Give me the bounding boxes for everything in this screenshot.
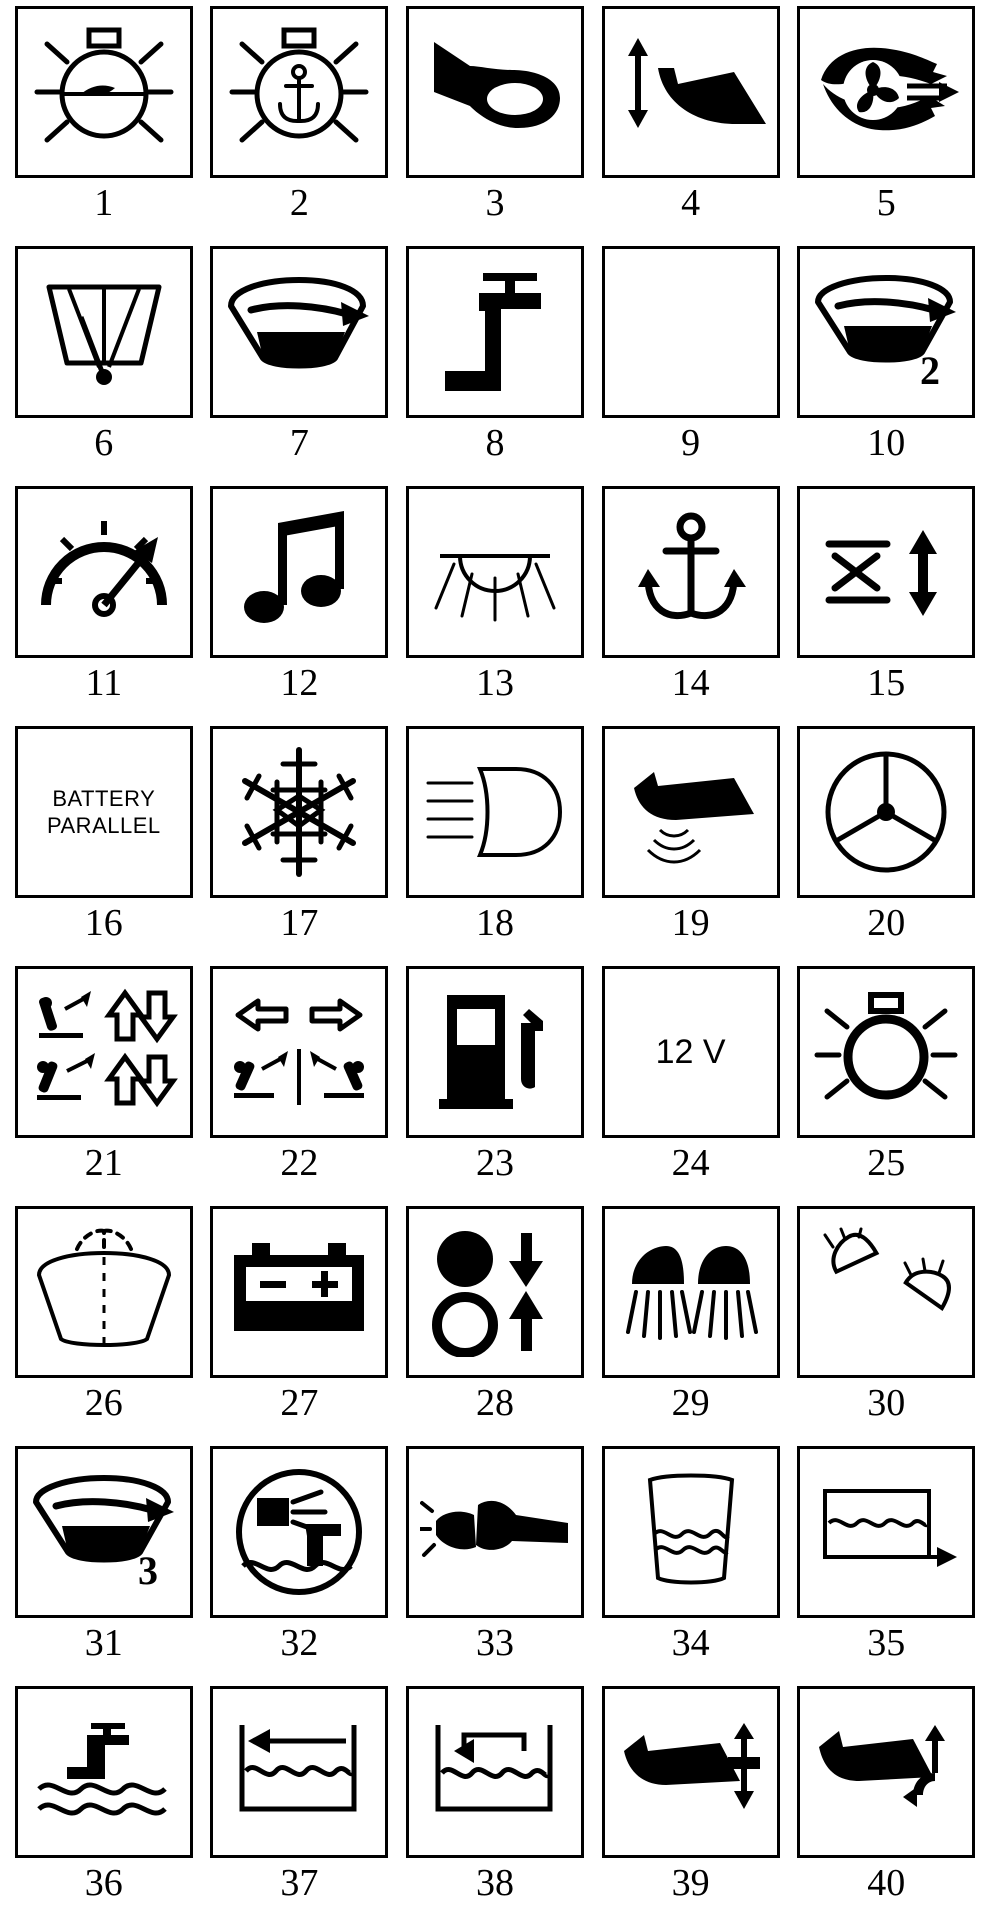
symbol-number: 39 [671, 1862, 710, 1904]
wiper-speed-label: 2 [920, 348, 941, 392]
symbol-cell [401, 486, 589, 726]
symbol-number: 7 [289, 422, 309, 464]
raw-water-washdown-icon [15, 1686, 193, 1858]
symbol-cell [401, 726, 589, 966]
spotlight-hand-icon [406, 1446, 584, 1618]
symbol-number: 38 [475, 1862, 514, 1904]
speedometer-icon [15, 486, 193, 658]
symbol-number: 3 [485, 182, 505, 224]
symbol-cell [10, 1446, 198, 1686]
steering-wheel-icon [797, 726, 975, 898]
symbol-cell [206, 726, 394, 966]
trim-tabs-left-right-icon [210, 966, 388, 1138]
symbol-cell [10, 6, 198, 246]
symbol-number: 23 [475, 1142, 514, 1184]
symbol-number: 19 [671, 902, 710, 944]
symbol-number: 37 [280, 1862, 319, 1904]
symbol-number: 32 [280, 1622, 319, 1664]
symbol-number: 20 [867, 902, 906, 944]
trim-tabs-up-down-icon [15, 966, 193, 1138]
symbol-number: 8 [485, 422, 505, 464]
symbol-number: 9 [681, 422, 701, 464]
livewell-icon [602, 1446, 780, 1618]
symbol-cell [10, 966, 198, 1206]
headlight-icon [406, 726, 584, 898]
symbol-cell [206, 1206, 394, 1446]
gauge-sector-icon [15, 246, 193, 418]
symbol-number: 17 [280, 902, 319, 944]
symbol-cell [10, 1206, 198, 1446]
depth-sounder-boat-icon [602, 726, 780, 898]
washdown-pump-icon [210, 1446, 388, 1618]
symbol-cell [401, 6, 589, 246]
symbol-number: 22 [280, 1142, 319, 1184]
symbol-number: 11 [85, 662, 123, 704]
symbol-cell [401, 1686, 589, 1926]
symbol-cell [792, 486, 980, 726]
symbol-cell [597, 966, 785, 1206]
symbol-number: 12 [280, 662, 319, 704]
symbol-number: 1 [94, 182, 114, 224]
symbol-number: 5 [876, 182, 896, 224]
symbol-cell [401, 1446, 589, 1686]
windlass-up-down-icon [797, 486, 975, 658]
symbol-cell [792, 6, 980, 246]
symbol-number: 16 [84, 902, 123, 944]
symbol-cell [206, 246, 394, 486]
symbol-cell [10, 726, 198, 966]
symbol-cell [401, 1206, 589, 1446]
bilge-pump-out-icon [797, 1446, 975, 1618]
windshield-washer-icon [15, 1206, 193, 1378]
fuel-pump-icon [406, 966, 584, 1138]
symbol-cell [597, 1206, 785, 1446]
compass-light-icon [15, 6, 193, 178]
symbol-cell [597, 6, 785, 246]
symbol-number: 21 [84, 1142, 123, 1184]
symbol-number: 33 [475, 1622, 514, 1664]
symbol-cell [792, 246, 980, 486]
symbol-cell [10, 1686, 198, 1926]
symbol-number: 27 [280, 1382, 319, 1424]
symbol-cell [792, 1686, 980, 1926]
symbol-number: 6 [94, 422, 114, 464]
symbol-number: 10 [867, 422, 906, 464]
symbol-number: 36 [84, 1862, 123, 1904]
battery-parallel-text-icon [15, 726, 193, 898]
battery-icon [210, 1206, 388, 1378]
symbol-cell [206, 6, 394, 246]
symbol-cell [792, 1446, 980, 1686]
livewell-fill-icon [210, 1686, 388, 1858]
blank-icon [602, 246, 780, 418]
boat-jack-plate-icon [602, 1686, 780, 1858]
symbol-cell [792, 966, 980, 1206]
symbol-cell [206, 966, 394, 1206]
symbol-cell [792, 726, 980, 966]
symbol-cell [10, 486, 198, 726]
docking-lights-icon [602, 1206, 780, 1378]
faucet-water-icon [406, 246, 584, 418]
courtesy-light-icon [797, 966, 975, 1138]
boat-trim-up-down-icon [602, 6, 780, 178]
symbol-number: 18 [475, 902, 514, 944]
blower-fan-icon [797, 6, 975, 178]
boat-trim-tilt-icon [797, 1686, 975, 1858]
symbol-number: 40 [867, 1862, 906, 1904]
anchor-light-icon [210, 6, 388, 178]
symbol-number: 4 [681, 182, 701, 224]
symbol-number: 14 [671, 662, 710, 704]
windshield-wiper-3-icon [15, 1446, 193, 1618]
symbol-number: 29 [671, 1382, 710, 1424]
symbol-cell [597, 1446, 785, 1686]
livewell-recirculate-icon [406, 1686, 584, 1858]
symbol-number: 13 [475, 662, 514, 704]
float-switch-up-down-icon [406, 1206, 584, 1378]
voltage-label: 12 V [655, 1032, 726, 1071]
wiper-speed-label: 3 [137, 1548, 158, 1592]
symbol-number: 28 [475, 1382, 514, 1424]
snowflake-icon [210, 726, 388, 898]
symbol-cell [206, 1446, 394, 1686]
twelve-volt-text-icon [602, 966, 780, 1138]
symbol-cell [206, 1686, 394, 1926]
symbol-number: 15 [867, 662, 906, 704]
symbol-number: 31 [84, 1622, 123, 1664]
symbol-cell [597, 486, 785, 726]
windshield-wiper-2-icon [797, 246, 975, 418]
horn-icon [406, 6, 584, 178]
symbol-number: 34 [671, 1622, 710, 1664]
battery-parallel-label: BATTERY PARALLEL [46, 785, 161, 838]
dome-light-icon [406, 486, 584, 658]
symbol-cell [792, 1206, 980, 1446]
spreader-lights-icon [797, 1206, 975, 1378]
symbol-grid [10, 6, 980, 1926]
anchor-icon [602, 486, 780, 658]
windshield-wiper-icon [210, 246, 388, 418]
symbol-cell [597, 246, 785, 486]
symbol-number: 26 [84, 1382, 123, 1424]
symbol-number: 30 [867, 1382, 906, 1424]
symbol-number: 35 [867, 1622, 906, 1664]
symbol-cell [401, 246, 589, 486]
symbol-cell [10, 246, 198, 486]
symbol-cell [401, 966, 589, 1206]
symbol-number: 24 [671, 1142, 710, 1184]
symbol-number: 25 [867, 1142, 906, 1184]
symbol-cell [206, 486, 394, 726]
symbol-number: 2 [289, 182, 309, 224]
symbol-cell [597, 726, 785, 966]
music-notes-icon [210, 486, 388, 658]
symbol-cell [597, 1686, 785, 1926]
